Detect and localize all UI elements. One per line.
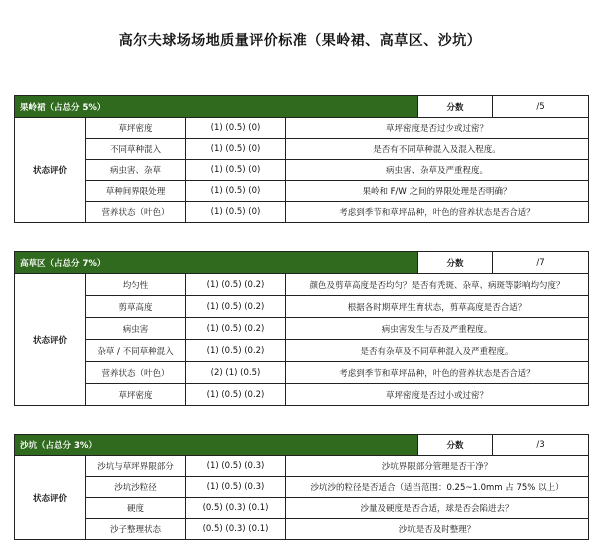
criterion-description: 根据各时期草坪生育状态，剪草高度是否合适？ <box>286 296 589 318</box>
criterion-score: (1) (0.5) (0.3) <box>186 477 286 498</box>
criterion-description: 果岭和 F/W 之间的界限处理是否明确？ <box>286 181 589 202</box>
page-title: 高尔夫球场场地质量评价标准（果岭裙、高草区、沙坑） <box>118 33 482 49</box>
table-row <box>15 274 589 296</box>
table-row <box>15 318 589 340</box>
criterion-description: 病虫害发生与否及严重程度。 <box>286 318 589 340</box>
criterion-description: 草坪密度是否过小或过密？ <box>286 384 589 406</box>
section-header: 沙坑（占总分 3%） <box>15 435 418 456</box>
criterion-description: 草坪密度是否过少或过密？ <box>286 118 589 139</box>
criterion-score: (1) (0.5) (0) <box>186 139 286 160</box>
table-row <box>15 181 589 202</box>
criterion-description: 沙量及硬度是否合适，球是否会陷进去？ <box>286 498 589 519</box>
table-row <box>15 456 589 477</box>
score-label: 分数 <box>418 252 493 274</box>
table-row <box>15 384 589 406</box>
table-row <box>15 477 589 498</box>
criterion-score: (0.5) (0.3) (0.1) <box>186 519 286 540</box>
table-row <box>15 296 589 318</box>
criterion-description: 沙坑是否及时整理？ <box>286 519 589 540</box>
criterion-item: 沙坑与草坪界限部分 <box>86 456 186 477</box>
section-rough-table <box>14 251 589 406</box>
score-value: /3 <box>493 435 589 456</box>
criterion-item: 杂草 / 不同草种混入 <box>86 340 186 362</box>
criterion-score: (1) (0.5) (0) <box>186 118 286 139</box>
criterion-item: 沙子整理状态 <box>86 519 186 540</box>
criterion-description: 考虑到季节和草坪品种，叶色的营养状态是否合适？ <box>286 362 589 384</box>
criterion-description: 颜色及剪草高度是否均匀？是否有秃斑、杂草、病斑等影响均匀度？ <box>286 274 589 296</box>
criterion-item: 均匀性 <box>86 274 186 296</box>
criterion-score: (1) (0.5) (0) <box>186 181 286 202</box>
table-row <box>15 498 589 519</box>
score-value: /5 <box>493 96 589 118</box>
table-row <box>15 160 589 181</box>
criterion-description: 考虑到季节和草坪品种，叶色的营养状态是否合适？ <box>286 202 589 223</box>
table-row <box>15 139 589 160</box>
criterion-score: (1) (0.5) (0.2) <box>186 274 286 296</box>
table-row <box>15 519 589 540</box>
criterion-score: (1) (0.5) (0) <box>186 160 286 181</box>
criterion-score: (1) (0.5) (0.3) <box>186 456 286 477</box>
criterion-description: 沙坑界限部分管理是否干净？ <box>286 456 589 477</box>
criterion-score: (2) (1) (0.5) <box>186 362 286 384</box>
category-label: 状态评价 <box>15 456 86 540</box>
criterion-item: 营养状态（叶色） <box>86 362 186 384</box>
criterion-item: 病虫害 <box>86 318 186 340</box>
criterion-description: 沙坑沙的粒径是否适合（适当范围：0.25~1.0mm 占 75% 以上） <box>286 477 589 498</box>
criterion-description: 是否有不同草种混入及混入程度。 <box>286 139 589 160</box>
category-label: 状态评价 <box>15 274 86 406</box>
criterion-score: (1) (0.5) (0.2) <box>186 340 286 362</box>
section-header-row <box>15 252 589 274</box>
criterion-description: 病虫害、杂草及严重程度。 <box>286 160 589 181</box>
category-label: 状态评价 <box>15 118 86 223</box>
table-row <box>15 340 589 362</box>
section-green-collar-table <box>14 95 589 223</box>
criterion-item: 硬度 <box>86 498 186 519</box>
table-row <box>15 118 589 139</box>
criterion-item: 草坪密度 <box>86 384 186 406</box>
criterion-score: (1) (0.5) (0) <box>186 202 286 223</box>
criterion-description: 是否有杂草及不同草种混入及严重程度。 <box>286 340 589 362</box>
section-header: 果岭裙（占总分 5%） <box>15 96 418 118</box>
criterion-item: 剪草高度 <box>86 296 186 318</box>
criterion-score: (1) (0.5) (0.2) <box>186 384 286 406</box>
criterion-score: (0.5) (0.3) (0.1) <box>186 498 286 519</box>
table-row <box>15 362 589 384</box>
section-bunker-table <box>14 434 589 540</box>
score-label: 分数 <box>418 96 493 118</box>
criterion-item: 营养状态（叶色） <box>86 202 186 223</box>
score-value: /7 <box>493 252 589 274</box>
section-header-row <box>15 96 589 118</box>
section-header: 高草区（占总分 7%） <box>15 252 418 274</box>
section-header-row <box>15 435 589 456</box>
table-row <box>15 202 589 223</box>
criterion-item: 沙坑沙粒径 <box>86 477 186 498</box>
criterion-item: 不同草种混入 <box>86 139 186 160</box>
criterion-item: 草坪密度 <box>86 118 186 139</box>
score-label: 分数 <box>418 435 493 456</box>
criterion-score: (1) (0.5) (0.2) <box>186 296 286 318</box>
criterion-item: 草种间界限处理 <box>86 181 186 202</box>
criterion-item: 病虫害、杂草 <box>86 160 186 181</box>
criterion-score: (1) (0.5) (0.2) <box>186 318 286 340</box>
